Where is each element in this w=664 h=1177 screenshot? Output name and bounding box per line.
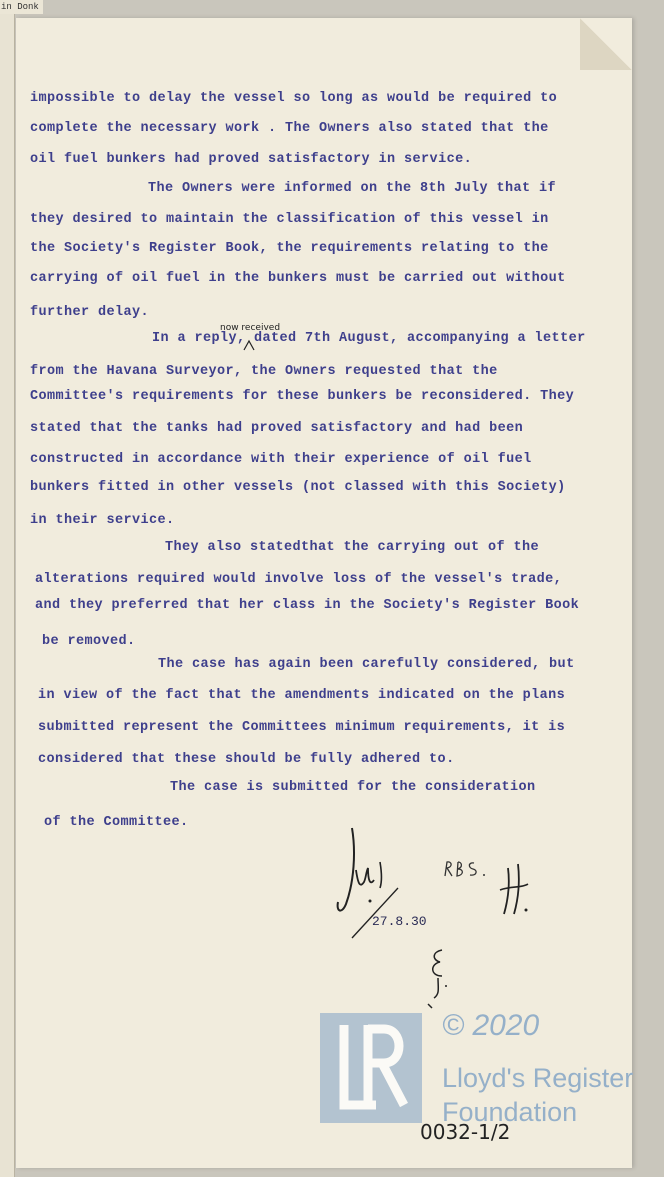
body-line: they desired to maintain the classification of this vessel in <box>30 212 549 227</box>
body-line: The Owners were informed on the 8th July that if <box>148 181 557 196</box>
reference-number: 0032-1/2 <box>420 1120 511 1144</box>
body-line: constructed in accordance with their experience of oil fuel <box>30 452 532 467</box>
body-line: impossible to delay the vessel so long as would be required to <box>30 91 558 106</box>
folded-corner <box>580 18 632 70</box>
body-line: The case is submitted for the consideration <box>170 780 536 795</box>
body-line: carrying of oil fuel in the bunkers must be carried out without <box>30 271 566 286</box>
body-line: stated that the tanks had proved satisfactory and had been <box>30 421 524 436</box>
initials-ej <box>422 946 458 1010</box>
body-line: be removed. <box>42 634 136 649</box>
body-line: submitted represent the Committees minimum requirements, it is <box>38 720 566 735</box>
body-line: Committee's requirements for these bunkers be reconsidered. They <box>30 389 575 404</box>
caret-mark <box>243 339 255 351</box>
body-line: of the Committee. <box>44 815 189 830</box>
body-line: further delay. <box>30 305 150 320</box>
body-line: in their service. <box>30 513 175 528</box>
body-line: complete the necessary work . The Owners also stated that the <box>30 121 549 136</box>
copyright-text: © 2020 <box>442 1009 540 1042</box>
body-line: oil fuel bunkers had proved satisfactory in service. <box>30 152 473 167</box>
signature-date: 27.8.30 <box>372 914 427 929</box>
handwritten-insertion: now received <box>220 323 281 333</box>
body-line: In a reply, dated 7th August, accompanying a letter <box>152 331 586 346</box>
lr-logo-mark <box>320 1013 422 1123</box>
body-line: and they preferred that her class in the Society's Register Book <box>35 598 580 613</box>
body-line: They also statedthat the carrying out of the <box>165 540 540 555</box>
lloyds-register-watermark <box>320 1009 660 1133</box>
body-line: from the Havana Surveyor, the Owners requested that the <box>30 364 498 379</box>
watermark-line-2: Foundation <box>442 1097 578 1127</box>
watermark-line-1: Lloyd's Register <box>442 1063 634 1093</box>
body-line: in view of the fact that the amendments indicated on the plans <box>38 688 566 703</box>
body-line: bunkers fitted in other vessels (not classed with this Society) <box>30 480 566 495</box>
lr-logo <box>320 1013 422 1123</box>
body-line: The case has again been carefully considered, but <box>158 657 575 672</box>
initials-rbs <box>442 858 488 880</box>
body-line: alterations required would involve loss of the vessel's trade, <box>35 572 563 587</box>
body-line: the Society's Register Book, the requirements relating to the <box>30 241 549 256</box>
body-line: considered that these should be fully adhered to. <box>38 752 455 767</box>
side-tab-label: in Donk <box>0 0 43 14</box>
adjacent-page-strip <box>0 0 39 1177</box>
initials-h <box>498 860 538 922</box>
